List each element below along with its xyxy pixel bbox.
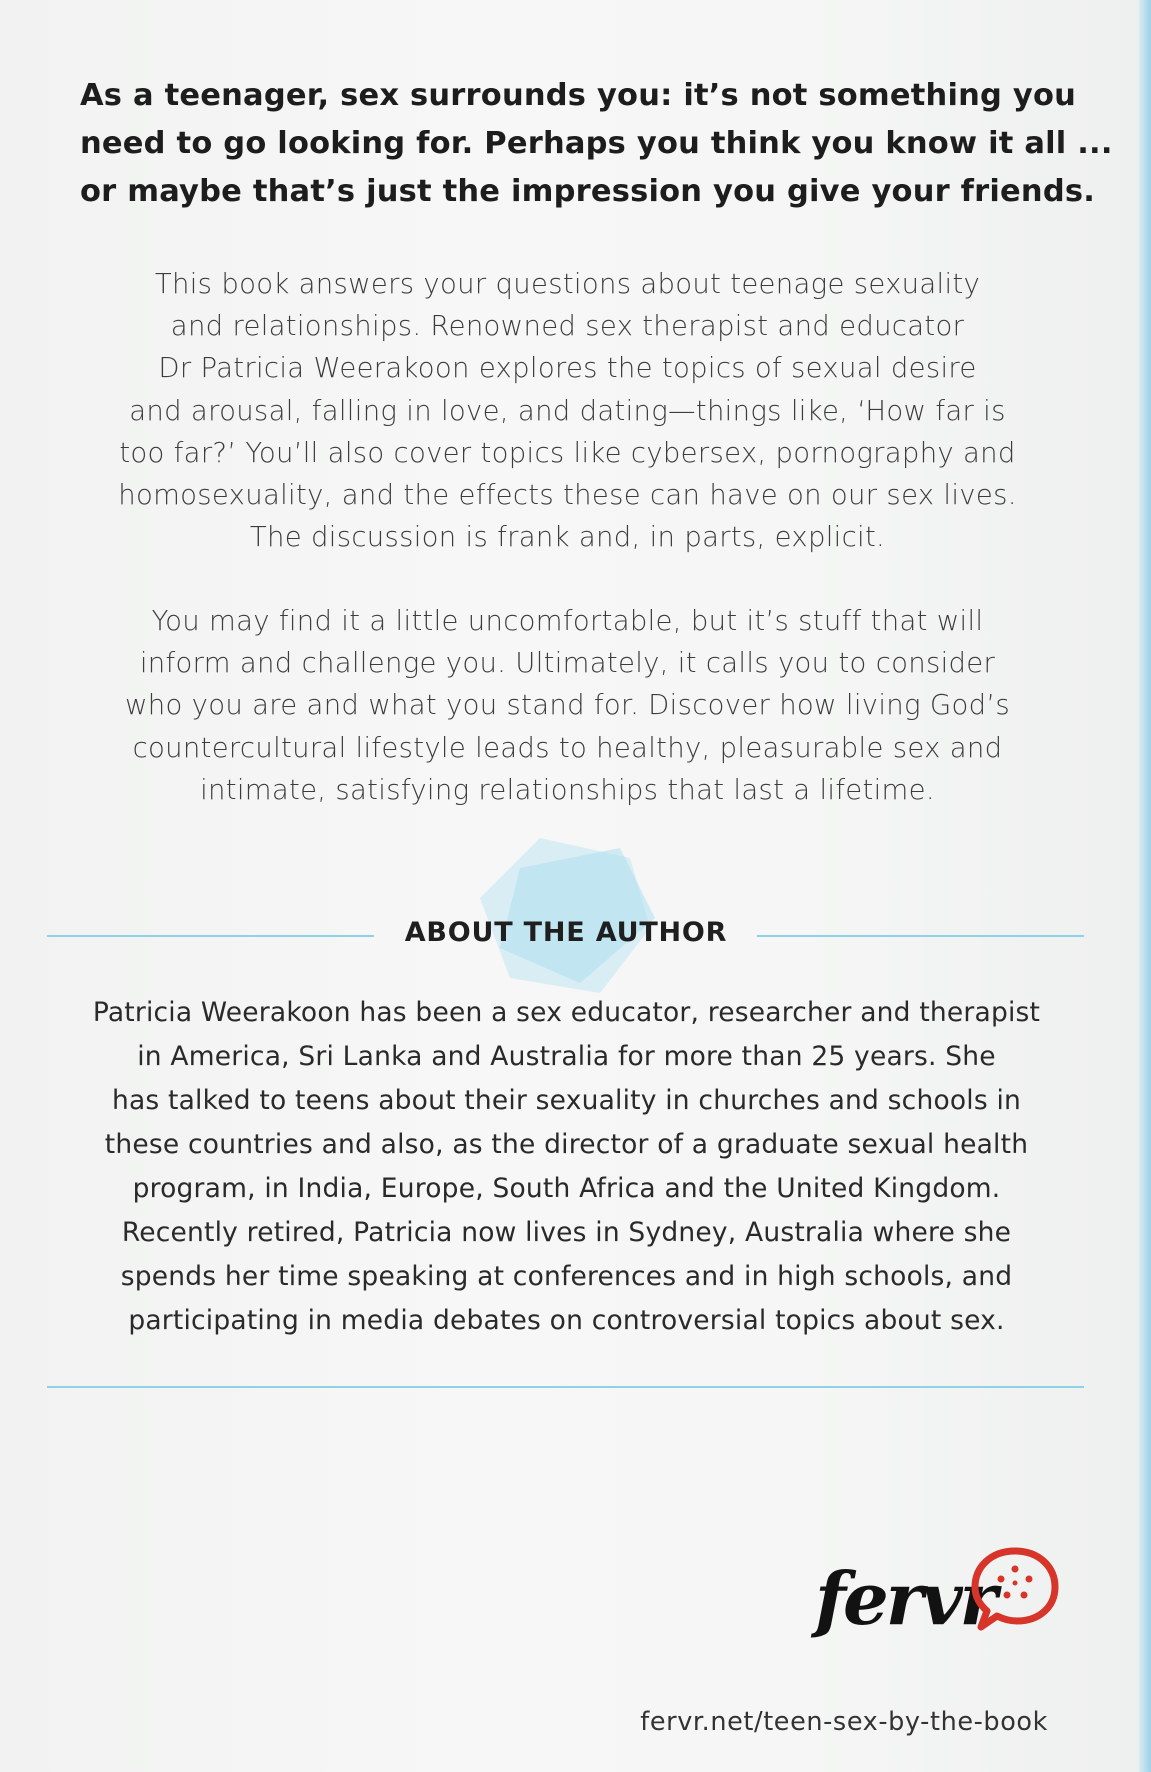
bio-line: program, in India, Europe, South Africa and the United Kingdom. xyxy=(132,1173,1001,1204)
description-line: countercultural lifestyle leads to healthy, pleasurable sex and xyxy=(132,731,1003,764)
description-line: and relationships. Renowned sex therapist and educator xyxy=(170,310,965,343)
intro-line: As a teenager, sex surrounds you: it’s not something you xyxy=(80,78,1077,113)
divider-left xyxy=(47,935,374,937)
bio-line: has talked to teens about their sexuality in churches and schools in xyxy=(111,1085,1022,1116)
bio-line: Patricia Weerakoon has been a sex educator, researcher and therapist xyxy=(92,997,1041,1028)
description-line: The discussion is frank and, in parts, explicit. xyxy=(249,521,886,554)
publisher-logo xyxy=(815,1545,1060,1665)
description-paragraph-2 xyxy=(80,600,1055,811)
description-line: homosexuality, and the effects these can have on our sex lives. xyxy=(118,479,1017,512)
divider-bottom xyxy=(47,1386,1084,1388)
description-line: This book answers your questions about teenage sexuality xyxy=(154,268,981,300)
description-line: inform and challenge you. Ultimately, it calls you to consider xyxy=(139,647,996,680)
bio-line: spends her time speaking at conferences and in high schools, and xyxy=(120,1261,1013,1292)
publisher-url: fervr.net/teen-sex-by-the-book xyxy=(640,1707,1048,1737)
bio-line: in America, Sri Lanka and Australia for more than 25 years. She xyxy=(137,1041,996,1072)
description-line: You may find it a little uncomfortable, but it’s stuff that will xyxy=(151,605,984,637)
bio-line: these countries and also, as the director of a graduate sexual health xyxy=(104,1129,1029,1160)
decorative-shape-icon xyxy=(480,838,660,993)
speech-bubble-icon xyxy=(967,1545,1063,1633)
about-author-heading: ABOUT THE AUTHOR xyxy=(404,917,728,948)
divider-right xyxy=(757,935,1084,937)
intro-heading xyxy=(80,72,1113,216)
description-line: and arousal, falling in love, and dating—things like, ‘How far is xyxy=(129,394,1006,427)
description-line: Dr Patricia Weerakoon explores the topics of sexual desire xyxy=(158,352,977,385)
intro-line: need to go looking for. Perhaps you think you know it all ... xyxy=(80,126,1113,161)
description-line: too far?’ You’ll also cover topics like cybersex, pornography and xyxy=(119,436,1016,469)
description-line: who you are and what you stand for. Discover how living God’s xyxy=(124,689,1011,722)
description-paragraph-1 xyxy=(80,263,1055,558)
description-line: intimate, satisfying relationships that last a lifetime. xyxy=(200,773,935,806)
bio-line: Recently retired, Patricia now lives in Sydney, Australia where she xyxy=(121,1217,1012,1248)
intro-line: or maybe that’s just the impression you give your friends. xyxy=(80,174,1096,209)
logo-wordmark: fervr xyxy=(815,1556,995,1641)
bio-line: participating in media debates on controversial topics about sex. xyxy=(128,1305,1005,1336)
spine-edge xyxy=(1139,0,1151,1772)
author-bio xyxy=(60,991,1073,1343)
